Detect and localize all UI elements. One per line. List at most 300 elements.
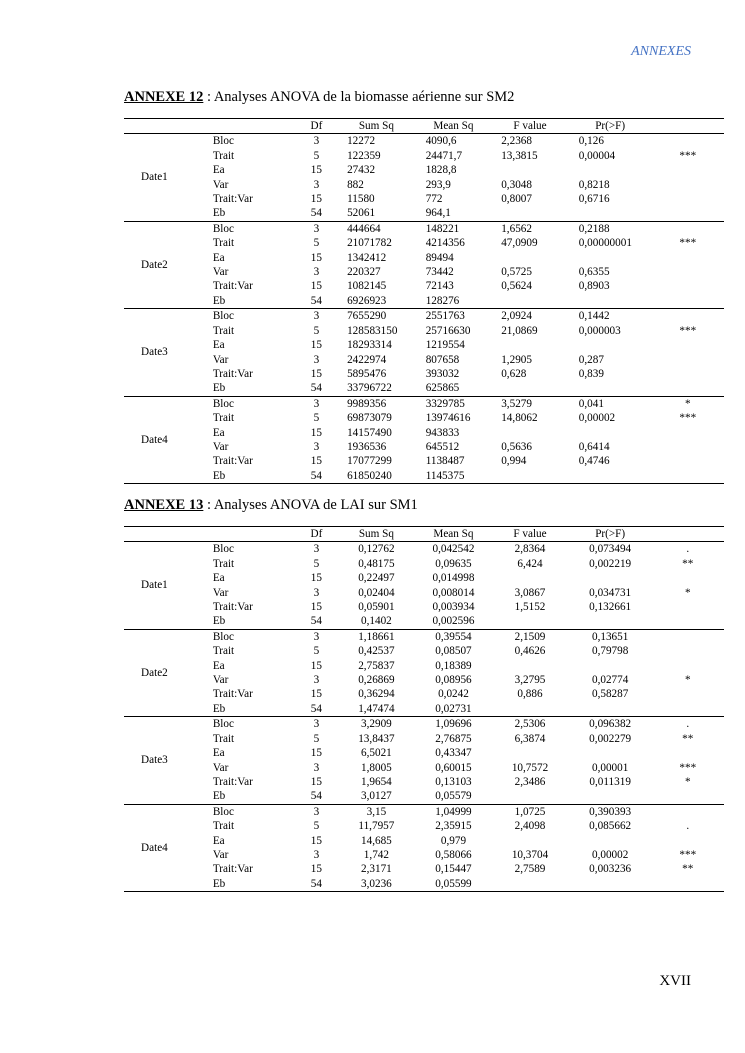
- table-row: [124, 775, 724, 789]
- value-cell: [569, 469, 652, 484]
- significance-code: [652, 265, 724, 279]
- date-group: [124, 717, 724, 804]
- significance-code: [652, 353, 724, 367]
- value-cell: 15: [310, 193, 322, 206]
- table-row: [124, 761, 724, 775]
- source-label: Ea: [212, 164, 225, 177]
- date-label: Date3: [141, 754, 168, 767]
- value-cell: 625865: [425, 382, 460, 395]
- value-cell: 0,4746: [578, 455, 610, 468]
- table-row: [124, 454, 724, 468]
- value-cell: [491, 338, 569, 352]
- annexe-13-title: [124, 497, 418, 514]
- value-cell: [569, 746, 652, 760]
- value-cell: 0,13651: [591, 630, 629, 643]
- source-label: Trait: [212, 149, 235, 162]
- source-label: Trait:Var: [212, 280, 253, 293]
- value-cell: 3: [313, 178, 320, 191]
- value-cell: 0,5624: [501, 280, 532, 293]
- significance-code: [652, 192, 724, 206]
- value-cell: 54: [310, 790, 322, 803]
- value-cell: 0,12762: [358, 543, 395, 556]
- source-label: Trait: [212, 412, 235, 425]
- date-group: [124, 396, 724, 483]
- column-header: Sum Sq: [358, 528, 394, 540]
- annexe-12-table-wrap: [124, 118, 724, 484]
- value-cell: 0,3048: [501, 178, 532, 191]
- source-label: Trait:Var: [212, 863, 253, 876]
- significance-code: [652, 614, 724, 629]
- significance-code: **: [682, 863, 694, 876]
- value-cell: 0,287: [578, 353, 604, 366]
- source-label: Bloc: [212, 630, 234, 643]
- significance-code: [652, 279, 724, 293]
- value-cell: 4214356: [425, 237, 465, 250]
- significance-code: *: [684, 586, 691, 599]
- value-cell: 0,26869: [358, 674, 395, 687]
- value-cell: 5: [313, 412, 320, 425]
- value-cell: 15: [310, 426, 322, 439]
- value-cell: [491, 614, 569, 629]
- significance-code: **: [682, 557, 694, 570]
- value-cell: 1,18661: [358, 630, 395, 643]
- date-label: Date2: [141, 258, 168, 271]
- value-cell: 0,034731: [589, 586, 632, 599]
- value-cell: 3,0127: [361, 790, 392, 803]
- value-cell: 1,0725: [514, 805, 546, 818]
- source-label: Bloc: [212, 805, 234, 818]
- value-cell: 2,4098: [514, 820, 546, 833]
- table-row: [124, 746, 724, 760]
- value-cell: 3: [313, 848, 320, 861]
- value-cell: 15: [310, 455, 322, 468]
- value-cell: 0,79798: [591, 645, 629, 658]
- value-cell: 0,00004: [578, 149, 616, 162]
- value-cell: 3,0867: [514, 586, 546, 599]
- value-cell: 0,003934: [432, 601, 475, 614]
- value-cell: [569, 426, 652, 440]
- value-cell: 772: [425, 193, 443, 206]
- value-cell: [491, 571, 569, 585]
- table-row: [124, 221, 724, 236]
- value-cell: [491, 381, 569, 396]
- value-cell: 18293314: [347, 339, 392, 352]
- value-cell: [491, 877, 569, 892]
- annexe-12-label: ANNEXE 12: [124, 89, 204, 105]
- value-cell: 14157490: [347, 426, 392, 439]
- value-cell: 15: [310, 834, 322, 847]
- source-label: Ea: [212, 659, 225, 672]
- value-cell: [569, 294, 652, 309]
- table-row: [124, 294, 724, 309]
- value-cell: 15: [310, 251, 322, 264]
- table-row: [124, 265, 724, 279]
- value-cell: 293,9: [425, 178, 451, 191]
- significance-code: .: [686, 718, 690, 731]
- source-label: Eb: [212, 877, 226, 890]
- table-row: [124, 134, 724, 149]
- source-label: Var: [212, 848, 229, 861]
- value-cell: 3: [313, 397, 320, 410]
- value-cell: 2,7589: [514, 863, 546, 876]
- significance-code: [652, 178, 724, 192]
- value-cell: 0,00000001: [578, 237, 632, 250]
- significance-code: [652, 309, 724, 324]
- value-cell: 0,18389: [435, 659, 472, 672]
- source-label: Bloc: [212, 543, 234, 556]
- value-cell: 52061: [347, 207, 376, 220]
- value-cell: 2551763: [425, 310, 465, 323]
- date-label: Date4: [141, 433, 168, 446]
- source-label: Eb: [212, 207, 226, 220]
- anova-table-biomasse: [124, 118, 724, 484]
- value-cell: 0,58066: [435, 848, 472, 861]
- value-cell: 73442: [425, 266, 454, 279]
- column-header: Mean Sq: [433, 528, 474, 540]
- value-cell: 54: [310, 294, 322, 307]
- value-cell: 3: [313, 310, 320, 323]
- value-cell: 15: [310, 572, 322, 585]
- value-cell: 0,839: [578, 367, 604, 380]
- value-cell: 11580: [347, 193, 375, 206]
- source-label: Ea: [212, 251, 225, 264]
- value-cell: 0,6414: [578, 440, 610, 453]
- significance-code: ***: [679, 412, 697, 425]
- significance-code: [652, 469, 724, 484]
- source-label: Var: [212, 586, 229, 599]
- source-label: Var: [212, 674, 229, 687]
- table-row: [124, 440, 724, 454]
- value-cell: 6926923: [347, 294, 387, 307]
- table-row: [124, 848, 724, 862]
- value-cell: 0,05599: [435, 877, 472, 890]
- value-cell: 2422974: [347, 353, 387, 366]
- source-label: Bloc: [212, 397, 234, 410]
- table-header: [124, 527, 724, 542]
- column-header: F value: [513, 120, 547, 132]
- table-row: [124, 673, 724, 687]
- table-row: [124, 804, 724, 819]
- source-label: Trait: [212, 324, 235, 337]
- significance-code: [652, 440, 724, 454]
- value-cell: 0,02731: [435, 702, 472, 715]
- value-cell: 5: [313, 645, 320, 658]
- value-cell: [491, 294, 569, 309]
- table-row: [124, 571, 724, 585]
- value-cell: 393032: [425, 367, 460, 380]
- table-row: [124, 819, 724, 833]
- value-cell: [569, 702, 652, 717]
- source-label: Trait: [212, 557, 235, 570]
- value-cell: 1,2905: [501, 353, 532, 366]
- value-cell: 13,3815: [501, 149, 538, 162]
- significance-code: [652, 600, 724, 614]
- value-cell: [569, 659, 652, 673]
- value-cell: 54: [310, 382, 322, 395]
- value-cell: [491, 746, 569, 760]
- value-cell: 1342412: [347, 251, 387, 264]
- value-cell: 54: [310, 207, 322, 220]
- table-row: [124, 862, 724, 876]
- value-cell: 1,742: [363, 848, 389, 861]
- value-cell: 10,3704: [511, 848, 549, 861]
- value-cell: 4090,6: [425, 135, 457, 148]
- value-cell: 13,8437: [358, 732, 395, 745]
- value-cell: 0,00002: [578, 412, 616, 425]
- table-row: [124, 469, 724, 484]
- value-cell: 1219554: [425, 339, 465, 352]
- value-cell: 3: [313, 353, 320, 366]
- value-cell: 1936536: [347, 440, 387, 453]
- source-label: Eb: [212, 702, 226, 715]
- column-header: [124, 527, 209, 542]
- source-label: Ea: [212, 426, 225, 439]
- value-cell: 0,8903: [578, 280, 610, 293]
- table-row: [124, 178, 724, 192]
- source-label: Var: [212, 353, 229, 366]
- value-cell: 1828,8: [425, 164, 457, 177]
- significance-code: [652, 659, 724, 673]
- value-cell: 15: [310, 747, 322, 760]
- value-cell: 0,1402: [361, 615, 392, 628]
- value-cell: 0,42537: [358, 645, 395, 658]
- value-cell: 0,48175: [358, 557, 395, 570]
- value-cell: 15: [310, 367, 322, 380]
- value-cell: 807658: [425, 353, 460, 366]
- significance-code: [652, 367, 724, 381]
- column-header: [124, 119, 209, 134]
- header-row: [124, 527, 724, 542]
- value-cell: 0,1442: [578, 310, 610, 323]
- value-cell: 54: [310, 877, 322, 890]
- table-row: [124, 542, 724, 557]
- annexe-13-label: ANNEXE 13: [124, 497, 204, 513]
- value-cell: 5: [313, 324, 320, 337]
- value-cell: 0,994: [501, 455, 527, 468]
- value-cell: 25716630: [425, 324, 471, 337]
- value-cell: 128276: [425, 294, 460, 307]
- table-row: [124, 732, 724, 746]
- value-cell: 0,09635: [435, 557, 472, 570]
- value-cell: 0,002596: [432, 615, 475, 628]
- significance-code: [652, 746, 724, 760]
- significance-code: [652, 644, 724, 658]
- value-cell: 0,43347: [435, 747, 472, 760]
- value-cell: 0,014998: [432, 572, 475, 585]
- significance-code: **: [682, 732, 694, 745]
- annexe-12-caption: : Analyses ANOVA de la biomasse aérienne sur SM2: [203, 89, 515, 105]
- column-header: Df: [310, 120, 323, 132]
- significance-code: ***: [679, 237, 697, 250]
- source-label: Var: [212, 266, 229, 279]
- column-header: [209, 119, 296, 134]
- value-cell: 5: [313, 557, 320, 570]
- date-group: [124, 629, 724, 716]
- value-cell: 0,126: [578, 135, 604, 148]
- value-cell: 2,75837: [358, 659, 395, 672]
- source-label: Bloc: [212, 718, 234, 731]
- value-cell: 15: [310, 601, 322, 614]
- value-cell: 0,042542: [432, 543, 475, 556]
- value-cell: 0,6355: [578, 266, 610, 279]
- significance-code: *: [684, 674, 691, 687]
- significance-code: [652, 687, 724, 701]
- table-row: [124, 367, 724, 381]
- value-cell: 0,58287: [591, 688, 629, 701]
- value-cell: 444664: [347, 222, 381, 235]
- value-cell: 9989356: [347, 397, 387, 410]
- value-cell: 14,685: [361, 834, 392, 847]
- date-group: [124, 221, 724, 308]
- column-header: [652, 527, 724, 542]
- value-cell: 3: [313, 761, 320, 774]
- value-cell: 1145375: [425, 469, 465, 482]
- significance-code: ***: [679, 149, 697, 162]
- value-cell: 15: [310, 339, 322, 352]
- value-cell: 2,5306: [514, 718, 546, 731]
- significance-code: [652, 571, 724, 585]
- significance-code: [652, 426, 724, 440]
- date-group: [124, 542, 724, 629]
- significance-code: [652, 877, 724, 892]
- value-cell: 15: [310, 164, 322, 177]
- table-row: [124, 629, 724, 644]
- table-row: [124, 834, 724, 848]
- value-cell: 3: [313, 674, 320, 687]
- column-header: [209, 527, 296, 542]
- table-row: [124, 396, 724, 411]
- value-cell: 0,60015: [435, 761, 472, 774]
- source-label: Var: [212, 440, 229, 453]
- column-header: Sum Sq: [358, 120, 394, 132]
- source-label: Trait:Var: [212, 775, 253, 788]
- value-cell: 0,041: [578, 397, 604, 410]
- value-cell: 15: [310, 659, 322, 672]
- value-cell: 0,39554: [435, 630, 472, 643]
- value-cell: 6,5021: [361, 747, 392, 760]
- value-cell: [491, 789, 569, 804]
- value-cell: 3: [313, 543, 320, 556]
- value-cell: 0,13103: [435, 775, 472, 788]
- value-cell: 5: [313, 732, 320, 745]
- table-row: [124, 586, 724, 600]
- value-cell: 882: [347, 178, 364, 191]
- source-label: Trait:Var: [212, 193, 253, 206]
- table-row: [124, 353, 724, 367]
- value-cell: 0,22497: [358, 572, 395, 585]
- date-group: [124, 134, 724, 221]
- value-cell: 12272: [347, 135, 376, 148]
- table-row: [124, 600, 724, 614]
- value-cell: 2,2368: [501, 135, 532, 148]
- value-cell: 3: [313, 266, 320, 279]
- significance-code: [652, 804, 724, 819]
- value-cell: 72143: [425, 280, 454, 293]
- significance-code: .: [686, 820, 690, 833]
- value-cell: [491, 426, 569, 440]
- significance-code: [652, 338, 724, 352]
- significance-code: [652, 629, 724, 644]
- source-label: Trait:Var: [212, 367, 253, 380]
- table-row: [124, 411, 724, 425]
- significance-code: [652, 221, 724, 236]
- value-cell: 3: [313, 586, 320, 599]
- value-cell: [569, 381, 652, 396]
- table-row: [124, 236, 724, 250]
- annexe-13-table-wrap: [124, 526, 724, 892]
- column-header: F value: [513, 528, 547, 540]
- value-cell: 3,5279: [501, 397, 532, 410]
- value-cell: 1,09696: [435, 718, 472, 731]
- value-cell: [491, 469, 569, 484]
- significance-code: [652, 206, 724, 221]
- value-cell: 0,00001: [591, 761, 629, 774]
- value-cell: 0,390393: [589, 805, 632, 818]
- table-row: [124, 381, 724, 396]
- value-cell: [569, 163, 652, 177]
- value-cell: 89494: [425, 251, 454, 264]
- value-cell: 21,0869: [501, 324, 538, 337]
- value-cell: 0,05579: [435, 790, 472, 803]
- running-header: ANNEXES: [631, 44, 691, 59]
- value-cell: [569, 789, 652, 804]
- source-label: Var: [212, 761, 229, 774]
- table-row: [124, 717, 724, 732]
- source-label: Eb: [212, 615, 226, 628]
- value-cell: 0,011319: [589, 775, 631, 788]
- table-row: [124, 702, 724, 717]
- significance-code: *: [684, 397, 691, 410]
- table-row: [124, 644, 724, 658]
- significance-code: [652, 294, 724, 309]
- value-cell: 0,8218: [578, 178, 610, 191]
- value-cell: 0,073494: [589, 543, 632, 556]
- value-cell: 15: [310, 688, 322, 701]
- value-cell: 0,4626: [514, 645, 546, 658]
- value-cell: 5: [313, 820, 320, 833]
- value-cell: 5895476: [347, 367, 387, 380]
- source-label: Eb: [212, 382, 226, 395]
- value-cell: 1082145: [347, 280, 387, 293]
- value-cell: 33796722: [347, 382, 392, 395]
- value-cell: 54: [310, 702, 322, 715]
- date-label: Date2: [141, 666, 168, 679]
- column-header: Mean Sq: [433, 120, 474, 132]
- source-label: Eb: [212, 294, 226, 307]
- value-cell: 15: [310, 775, 322, 788]
- value-cell: 11,7957: [358, 820, 395, 833]
- value-cell: 645512: [425, 440, 460, 453]
- value-cell: [491, 251, 569, 265]
- significance-code: [652, 381, 724, 396]
- value-cell: 0,2188: [578, 222, 610, 235]
- source-label: Bloc: [212, 135, 234, 148]
- source-label: Trait: [212, 237, 235, 250]
- value-cell: 17077299: [347, 455, 392, 468]
- value-cell: 27432: [347, 164, 376, 177]
- source-label: Eb: [212, 790, 226, 803]
- value-cell: 24471,7: [425, 149, 463, 162]
- value-cell: 54: [310, 469, 322, 482]
- significance-code: [652, 702, 724, 717]
- source-label: Bloc: [212, 222, 234, 235]
- value-cell: 2,8364: [514, 543, 546, 556]
- value-cell: [569, 571, 652, 585]
- value-cell: [491, 834, 569, 848]
- value-cell: 148221: [425, 222, 460, 235]
- value-cell: 0,5725: [501, 266, 532, 279]
- value-cell: 1,6562: [501, 222, 532, 235]
